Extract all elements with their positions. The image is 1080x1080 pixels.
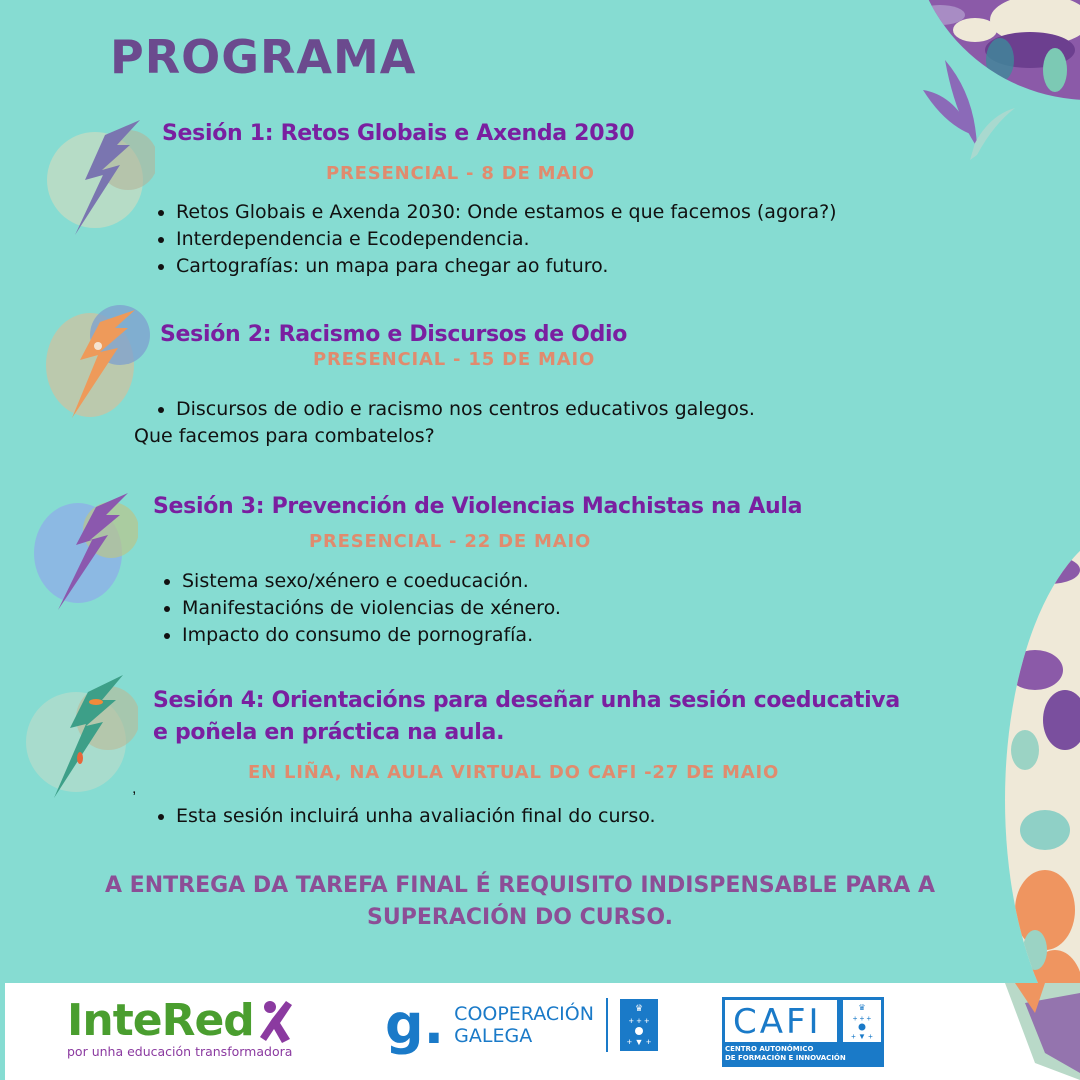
topic-item: Impacto do consumo de pornografía. [158,622,561,649]
session-2-modality: PRESENCIAL - 15 DE MAIO [313,349,596,370]
svg-text:♛: ♛ [858,1003,866,1012]
cooperacion-galega-logo [385,993,658,1056]
svg-text:♛: ♛ [634,1003,643,1013]
final-requirement-note [0,870,1040,934]
session-4-modality: EN LIÑA, NA AULA VIRTUAL DO CAFI -27 DE MAIO [248,762,780,783]
topic-item: Retos Globais e Axenda 2030: Onde estamos e que facemos (agora?) [152,199,837,226]
session-2-topic-continuation: Que facemos para combatelos? [134,425,435,447]
session-4-topics [152,803,656,830]
intered-wordmark: InteRed [67,995,254,1046]
cafi-line-2: DE FORMACIÓN E INNOVACIÓN [725,1054,846,1062]
cafi-wordmark: CAFI [733,1002,822,1042]
cooperacion-mark: g. [385,993,445,1056]
cafi-logo [722,997,884,1067]
session-4-title-line2: e poñela en práctica na aula. [153,720,505,745]
cafi-line-1: CENTRO AUTONÓMICO [725,1045,814,1053]
note-line-2: SUPERACIÓN DO CURSO. [367,905,673,930]
decorative-leaf-corner-bottom [995,983,1080,1080]
xunta-coat-of-arms-icon [843,1000,881,1042]
stray-mark: , [132,780,137,797]
xunta-coat-of-arms-icon [620,999,658,1051]
session-3-title: Sesión 3: Prevención de Violencias Machistas na Aula [153,494,803,519]
topic-item: Cartografías: un mapa para chegar ao futuro. [152,253,837,280]
session-3-lightning-icon [28,485,138,615]
session-4-lightning-icon [18,670,138,805]
topic-item: Esta sesión incluirá unha avaliación final do curso. [152,803,656,830]
svg-text:+ + +: + + + [628,1016,650,1026]
divider [606,998,608,1052]
intered-figure-icon [260,999,294,1043]
topic-item: Discursos de odio e racismo nos centros educativos galegos. [152,396,755,423]
session-1-topics [152,199,837,280]
topic-item: Interdependencia e Ecodependencia. [152,226,837,253]
footer-logo-bar [5,983,1080,1080]
session-2-title: Sesión 2: Racismo e Discursos de Odio [160,322,628,347]
session-3-topics [158,568,561,649]
topic-item: Manifestacións de violencias de xénero. [158,595,561,622]
intered-tagline: por unha educación transformadora [67,1044,293,1059]
topic-item: Sistema sexo/xénero e coeducación. [158,568,561,595]
session-1-lightning-icon [45,115,155,240]
session-2-lightning-icon [40,300,150,425]
hummingbird-illustration [915,55,1015,165]
svg-text:+ ▼ +: + ▼ + [626,1037,652,1047]
decorative-leaf-oval-right [1005,530,1080,1050]
cooperacion-line-1: COOPERACIÓN [454,1003,594,1025]
session-3-modality: PRESENCIAL - 22 DE MAIO [309,531,592,552]
svg-text:+ + +: + + + [852,1014,872,1023]
session-1-title: Sesión 1: Retos Globais e Axenda 2030 [162,121,635,146]
svg-text:+ ▼ +: + ▼ + [851,1032,873,1041]
session-1-modality: PRESENCIAL - 8 DE MAIO [326,163,595,184]
page-title: PROGRAMA [110,30,417,84]
session-2-topics [152,396,755,423]
session-4-title-line1: Sesión 4: Orientacións para deseñar unha sesión coeducativa [153,688,900,713]
note-line-1: A ENTREGA DA TAREFA FINAL É REQUISITO INDISPENSABLE PARA A [105,873,935,898]
cooperacion-line-2: GALEGA [454,1025,533,1047]
intered-logo [67,995,294,1059]
